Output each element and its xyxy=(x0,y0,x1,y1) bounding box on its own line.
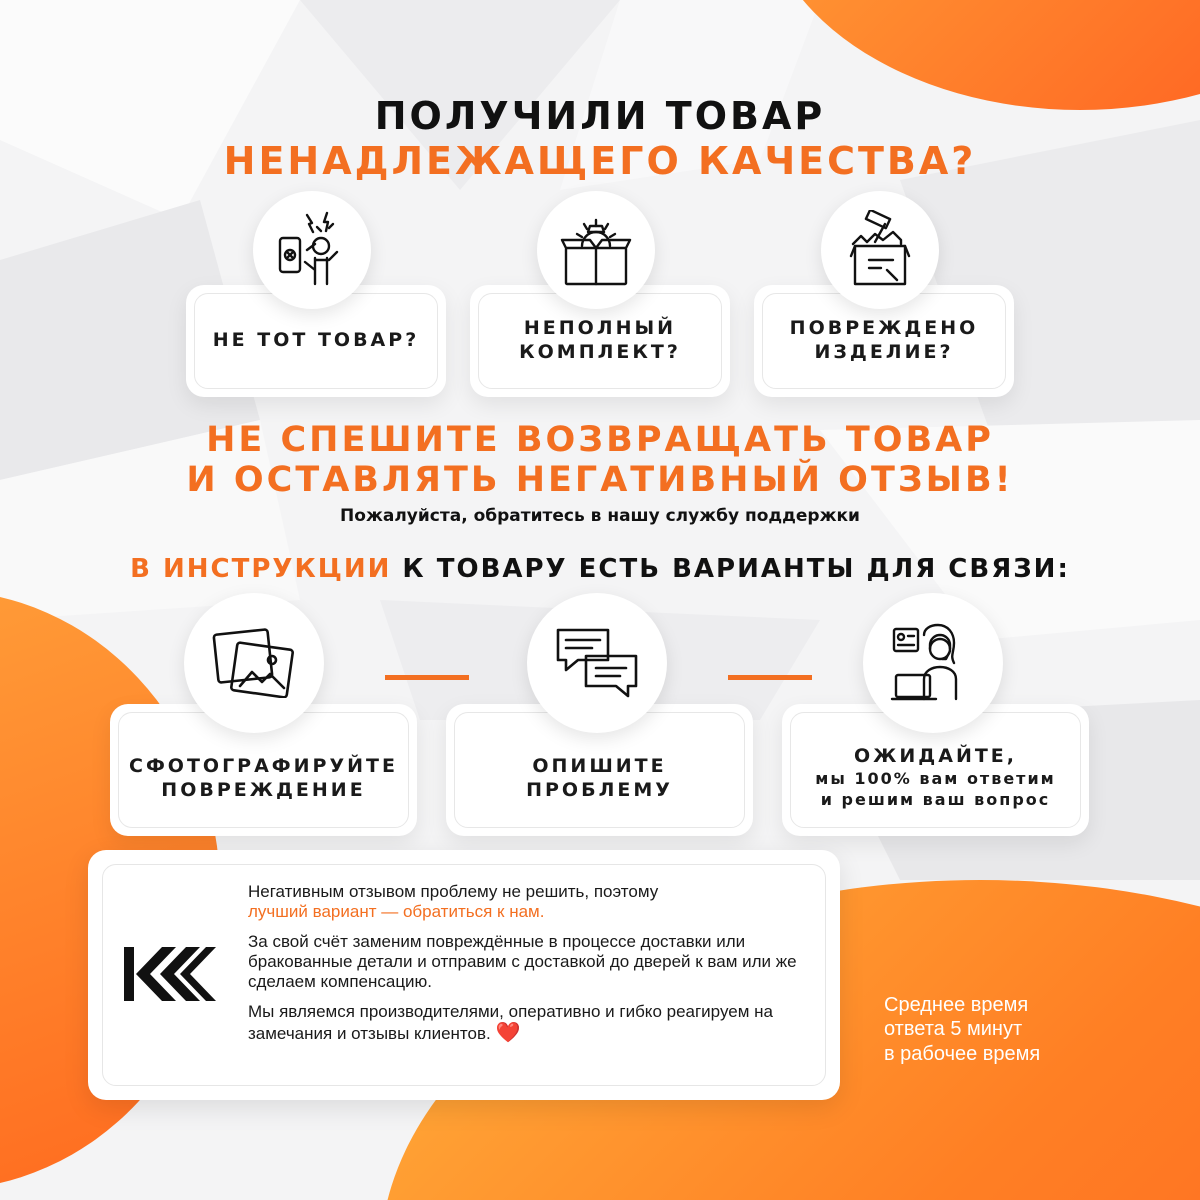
connector-dash-1 xyxy=(385,675,469,680)
info-p1-text: Негативным отзывом проблему не решить, поэтому xyxy=(248,882,659,901)
info-paragraph-3 xyxy=(248,1002,808,1046)
info-p3-text: Мы являемся производителями, оперативно и гибко реагируем на замечания и отзывы клиентов. xyxy=(248,1002,773,1044)
title-line-1: ПОЛУЧИЛИ ТОВАР xyxy=(374,94,826,138)
step-label-photograph-line2: ПОВРЕЖДЕНИЕ xyxy=(161,779,366,801)
phone-stress-icon xyxy=(253,191,371,309)
box-gear-icon xyxy=(537,191,655,309)
info-p1-highlight: лучший вариант — обратиться к нам. xyxy=(248,902,545,922)
chat-bubbles-icon xyxy=(527,593,667,733)
step-label-wait-sub1: мы 100% вам ответим xyxy=(815,769,1056,789)
heart-icon: ❤️ xyxy=(495,1022,521,1045)
instruction-rest: К ТОВАРУ ЕСТЬ ВАРИАНТЫ ДЛЯ СВЯЗИ: xyxy=(402,554,1070,584)
problem-label-damaged-line2: ИЗДЕЛИЕ? xyxy=(814,341,954,363)
warning-subtitle: Пожалуйста, обратитесь в нашу службу поддержки xyxy=(340,506,860,526)
step-label-describe xyxy=(526,755,673,803)
response-time-note xyxy=(884,993,1144,1066)
info-paragraph-2: За свой счёт заменим повреждённые в процессе доставки или бракованные детали и отправим с доставкой до дверей к вам или же сделаем компенсацию. xyxy=(248,932,797,992)
step-label-photograph xyxy=(129,755,398,803)
step-label-describe-line1: ОПИШИТЕ xyxy=(532,755,667,778)
response-time-line3: в рабочее время xyxy=(884,1042,1041,1065)
step-label-wait-line1: ОЖИДАЙТЕ, xyxy=(854,745,1017,768)
brand-logo xyxy=(122,945,218,1007)
step-label-photograph-line1: СФОТОГРАФИРУЙТЕ xyxy=(129,755,398,778)
problem-label-incomplete-line2: КОМПЛЕКТ? xyxy=(519,341,681,363)
support-operator-icon xyxy=(863,593,1003,733)
damaged-package-icon xyxy=(821,191,939,309)
problem-label-incomplete xyxy=(519,317,681,365)
title-line-2: НЕНАДЛЕЖАЩЕГО КАЧЕСТВА? xyxy=(223,139,977,183)
step-label-wait xyxy=(815,745,1056,810)
problem-label-incomplete-line1: НЕПОЛНЫЙ xyxy=(523,317,677,340)
step-label-wait-sub2: и решим ваш вопрос xyxy=(820,789,1051,809)
photos-icon xyxy=(184,593,324,733)
warning-line-1: НЕ СПЕШИТЕ ВОЗВРАЩАТЬ ТОВАР xyxy=(206,420,994,460)
problem-label-damaged-line1: ПОВРЕЖДЕНО xyxy=(789,317,979,340)
step-label-describe-line2: ПРОБЛЕМУ xyxy=(526,779,673,801)
connector-dash-2 xyxy=(728,675,812,680)
warning-line-2: И ОСТАВЛЯТЬ НЕГАТИВНЫЙ ОТЗЫВ! xyxy=(186,460,1014,500)
instruction-heading xyxy=(0,556,1200,582)
problem-label-damaged xyxy=(790,317,979,365)
info-text xyxy=(248,882,808,1056)
response-time-line1: Среднее время xyxy=(884,994,1029,1016)
info-paragraph-1 xyxy=(248,882,808,922)
instruction-highlight: В ИНСТРУКЦИИ xyxy=(130,554,392,584)
problem-label-wrong-item: НЕ ТОТ ТОВАР? xyxy=(212,329,420,352)
response-time-line2: ответа 5 минут xyxy=(884,1018,1023,1041)
